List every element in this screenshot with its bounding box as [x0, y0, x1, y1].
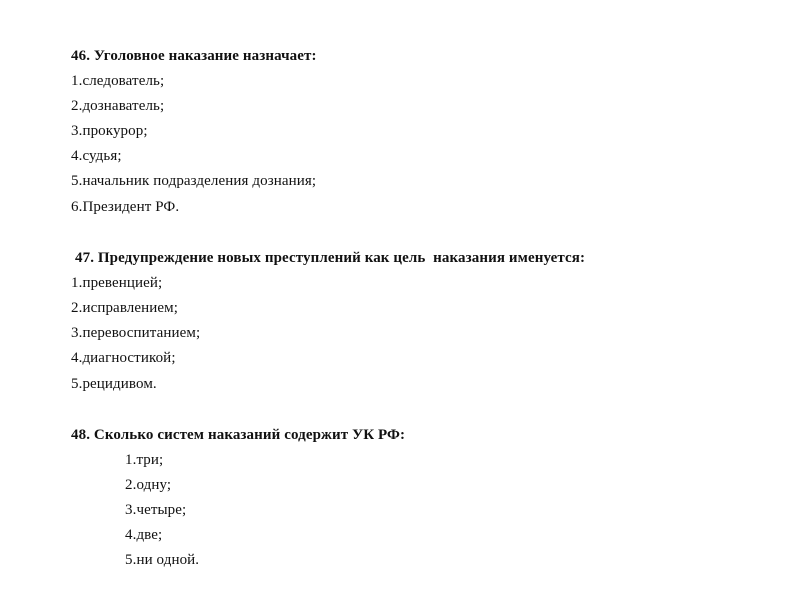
- question-46-option-1: 1.следователь;: [71, 73, 165, 89]
- question-48-option-5: 5.ни одной.: [125, 552, 200, 568]
- question-47-title: 47. Предупреждение новых преступлений как цель наказания именуется:: [75, 250, 586, 266]
- question-46-option-4: 4.судья;: [71, 148, 122, 164]
- question-46-option-3: 3.прокурор;: [71, 123, 148, 139]
- question-48-title: 48. Сколько систем наказаний содержит УК РФ:: [71, 427, 406, 443]
- question-47-option-3: 3.перевоспитанием;: [71, 325, 201, 341]
- question-48-option-1: 1.три;: [125, 452, 164, 468]
- question-47-option-5: 5.рецидивом.: [71, 376, 157, 392]
- question-48-option-3: 3.четыре;: [125, 502, 187, 518]
- question-47-option-1: 1.превенцией;: [71, 275, 163, 291]
- question-47-option-2: 2.исправлением;: [71, 300, 179, 316]
- question-47-option-4: 4.диагностикой;: [71, 350, 176, 366]
- question-46-option-2: 2.дознаватель;: [71, 98, 165, 114]
- question-46-title: 46. Уголовное наказание назначает:: [71, 48, 317, 64]
- question-46-option-5: 5.начальник подразделения дознания;: [71, 173, 317, 189]
- question-48-option-4: 4.две;: [125, 527, 163, 543]
- question-48-option-2: 2.одну;: [125, 477, 172, 493]
- question-46-option-6: 6.Президент РФ.: [71, 199, 180, 215]
